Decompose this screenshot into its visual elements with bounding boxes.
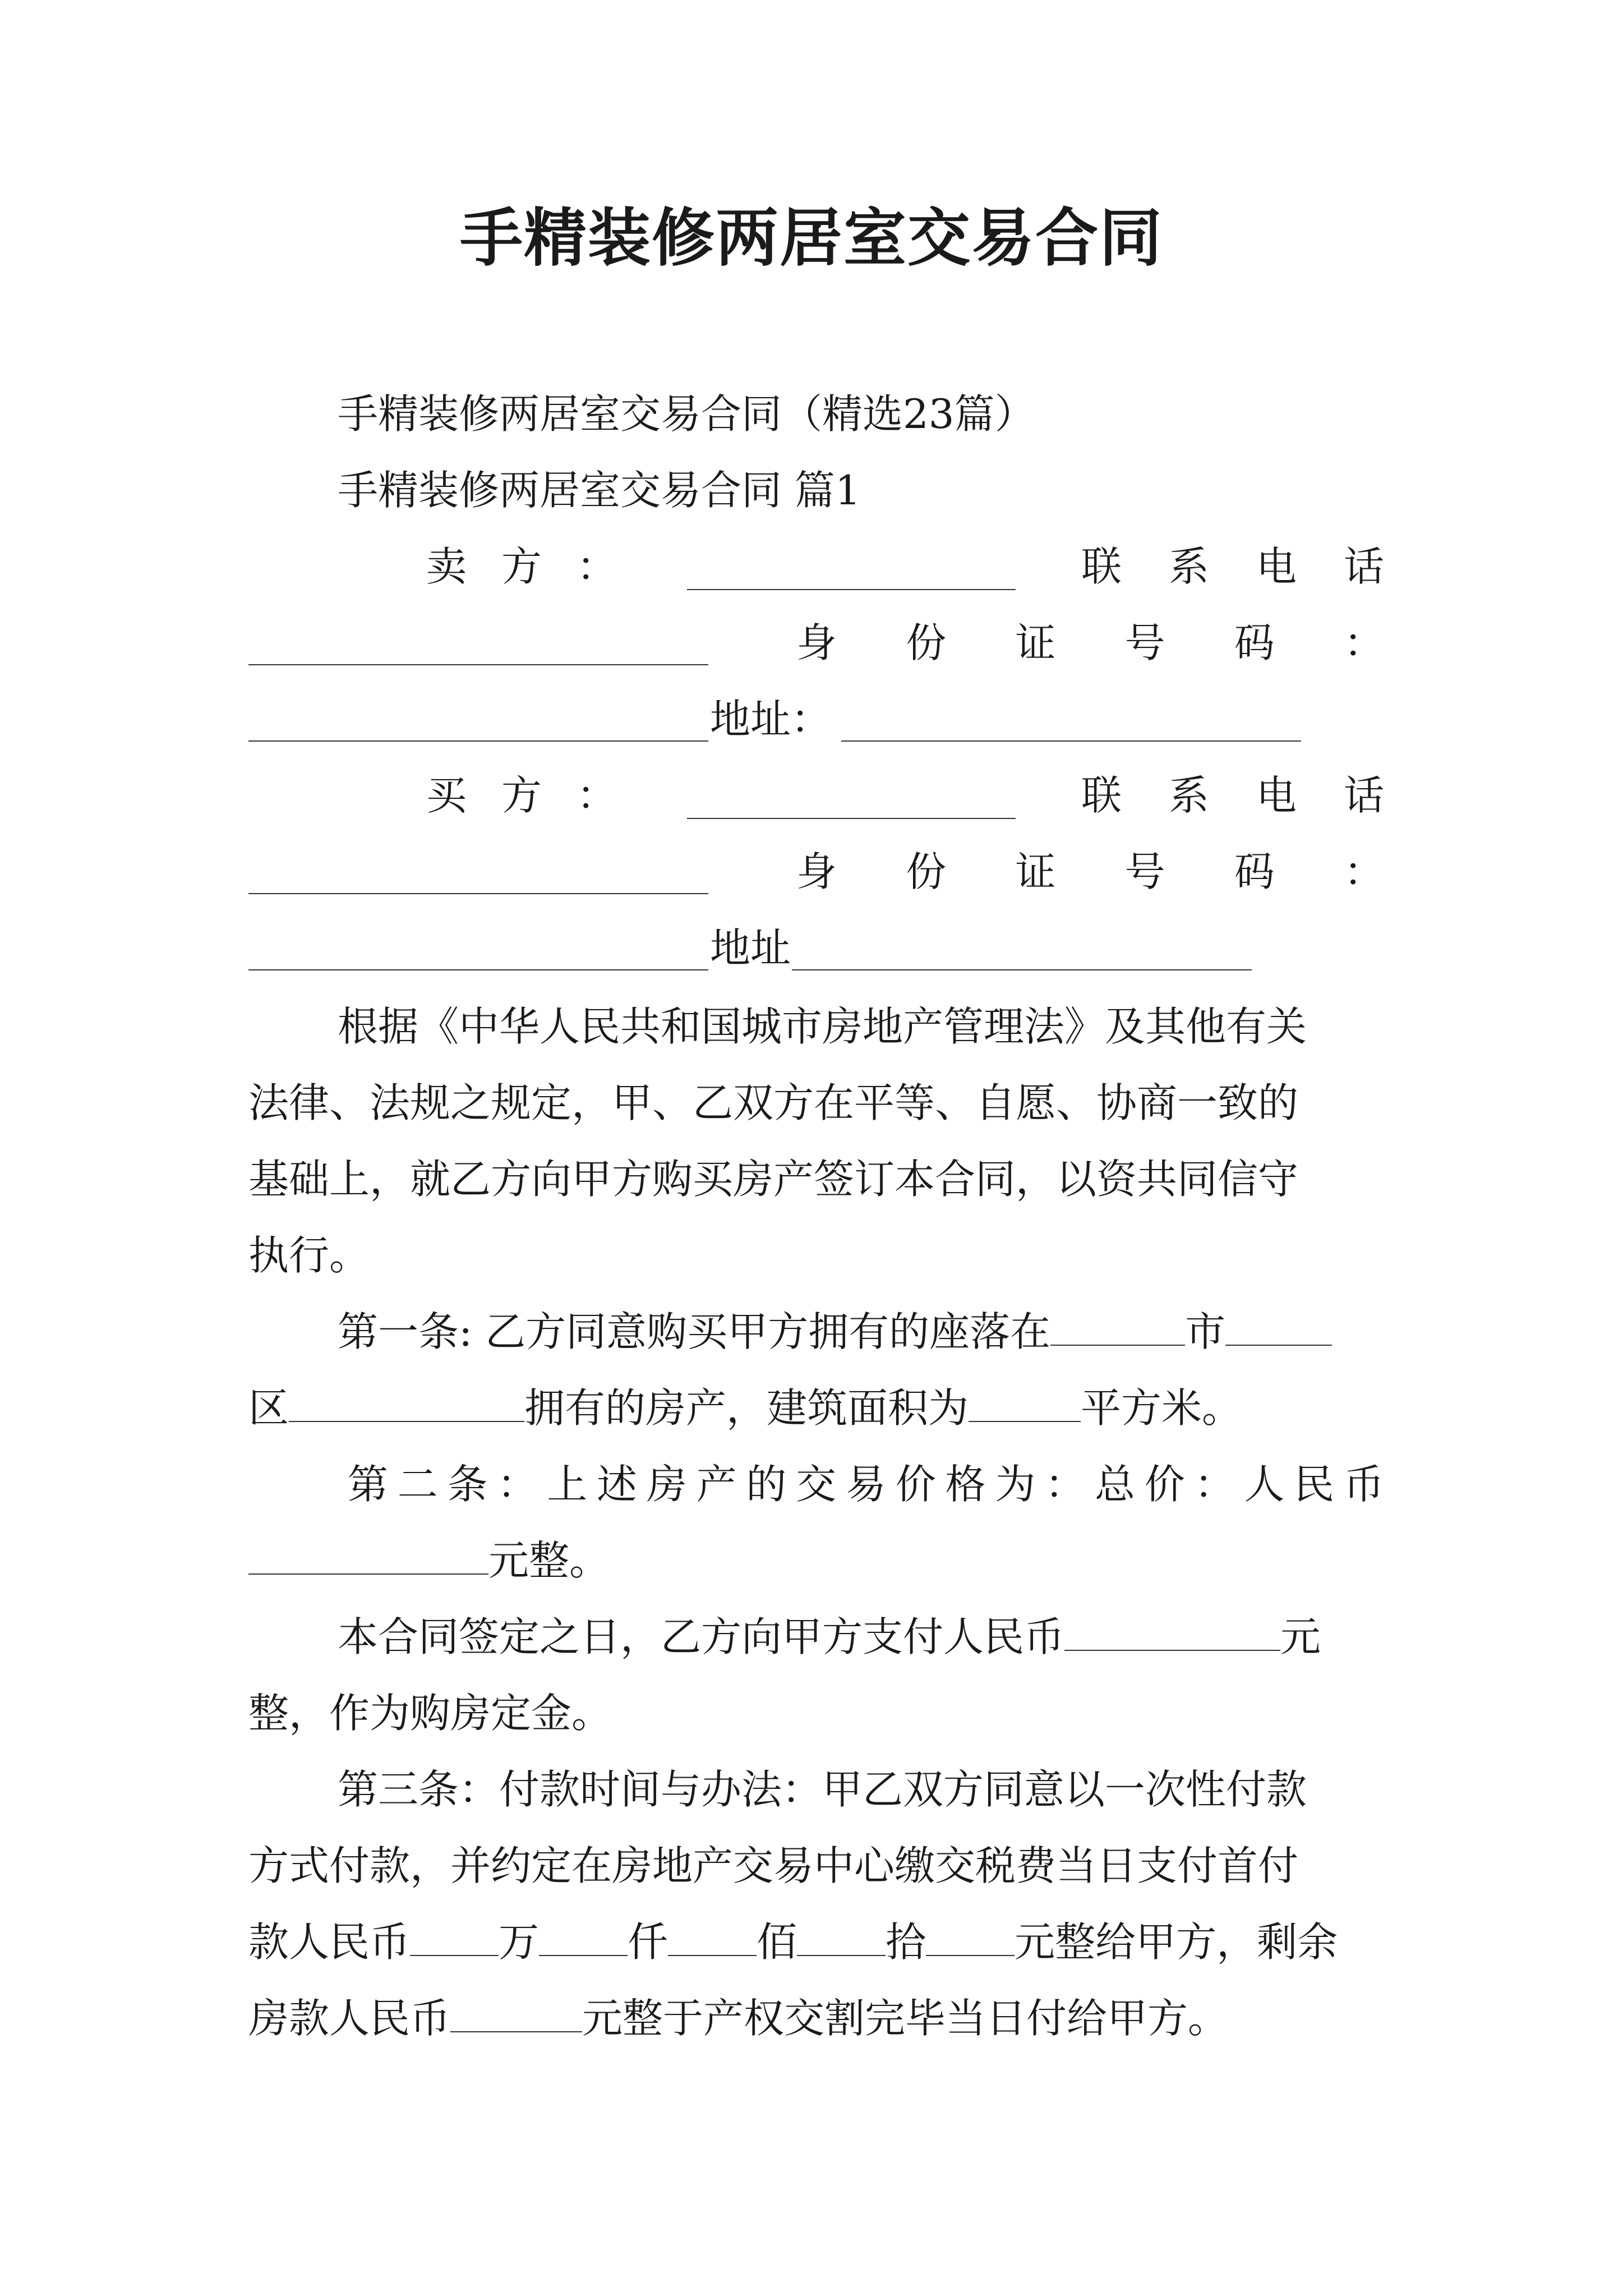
seller-id-blank: [248, 740, 708, 742]
buyer-phone-label: 联 系 电 话: [1081, 772, 1384, 819]
area-blank: [969, 1382, 1081, 1422]
seller-phone-blank: [248, 664, 708, 665]
article-3-line: 第三条：付款时间与办法：甲乙双方同意以一次性付款: [338, 1766, 1307, 1813]
article-3-line: 房款人民币 元整于产权交割完毕当日付给甲方。: [248, 1991, 1228, 2045]
buyer-id-label: 身 份 证 号 码 ：: [796, 848, 1384, 895]
units-blank: [926, 1916, 1015, 1956]
city-blank: [1050, 1305, 1185, 1346]
deposit-blank: [1064, 1611, 1280, 1651]
article-2-line: 元整。: [248, 1534, 610, 1588]
preamble-line: 根据《中华人民共和国城市房地产管理法》及其他有关: [338, 1003, 1307, 1050]
article-2-line: 第 二 条 ： 上 述 房 产 的 交 易 价 格 为 ： 总 价 ： 人 民 币: [348, 1461, 1384, 1508]
seller-phone-label: 联 系 电 话: [1081, 543, 1384, 590]
article-3-line: 方式付款，并约定在房地产交易中心缴交税费当日支付首付: [248, 1842, 1299, 1889]
total-price-blank: [248, 1534, 488, 1575]
article-1-line: 区 拥有的房产，建筑面积为 平方米。: [248, 1381, 1242, 1435]
deposit-line: 整，作为购房定金。: [248, 1690, 612, 1737]
seller-address-blank: [841, 740, 1301, 742]
seller-address-label: 地址：: [710, 696, 832, 743]
article-1-line: 第一条: 乙方同意购买甲方拥有的座落在 市: [338, 1305, 1332, 1359]
district-blank: [289, 1382, 524, 1422]
hundreds-blank: [668, 1916, 757, 1956]
district-prefix-blank: [1225, 1305, 1332, 1346]
remaining-amount-blank: [450, 1992, 582, 2032]
seller-label: 卖 方 ：: [426, 543, 617, 590]
buyer-phone-blank: [248, 893, 708, 894]
seller-id-label: 身 份 证 号 码 ：: [796, 619, 1384, 666]
preamble-line: 执行。: [248, 1232, 370, 1279]
buyer-id-blank: [248, 969, 708, 970]
buyer-label: 买 方 ：: [426, 772, 617, 819]
preamble-line: 法律、法规之规定，甲、乙双方在平等、自愿、协商一致的: [248, 1079, 1299, 1126]
ten-thousands-blank: [410, 1916, 499, 1956]
buyer-name-blank: [687, 818, 1016, 819]
tens-blank: [797, 1916, 886, 1956]
document-title: 手精装修两居室交易合同: [460, 202, 1163, 275]
subtitle: 手精装修两居室交易合同（精选23篇）: [338, 390, 1035, 438]
thousands-blank: [539, 1916, 628, 1956]
preamble-line: 基础上，就乙方向甲方购买房产签订本合同，以资共同信守: [248, 1156, 1299, 1203]
buyer-address-blank: [792, 969, 1252, 970]
section-heading: 手精装修两居室交易合同 篇1: [338, 467, 861, 514]
seller-name-blank: [687, 589, 1016, 590]
article-3-line: 款人民币 万 仟 佰 拾 元整给甲方，剩余: [248, 1915, 1338, 1969]
buyer-address-label: 地址: [710, 924, 791, 972]
deposit-line: 本合同签定之日，乙方向甲方支付人民币 元: [338, 1610, 1321, 1664]
